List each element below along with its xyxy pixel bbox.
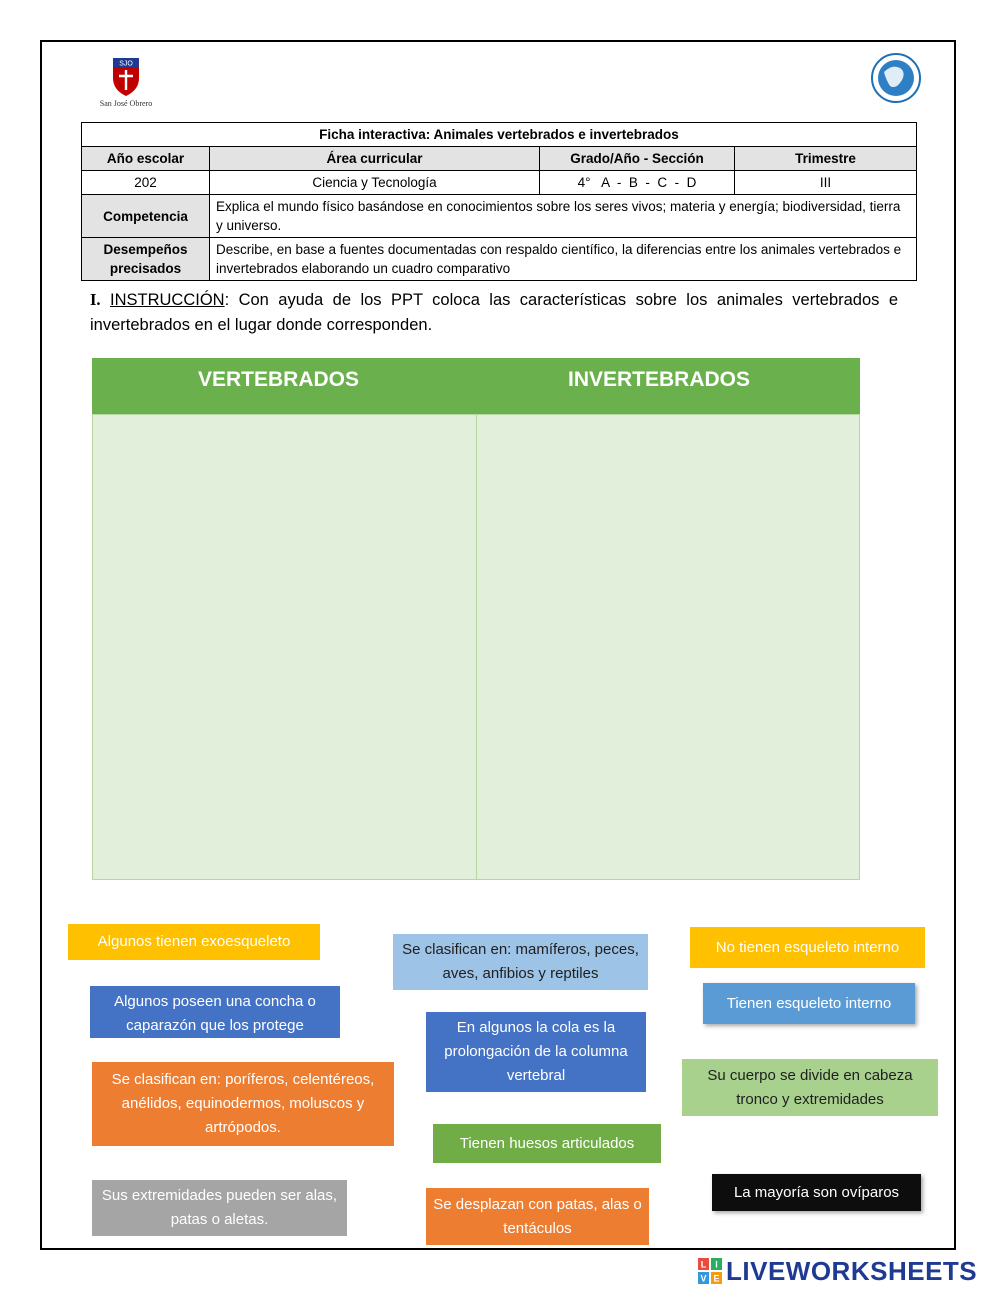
value-ano-escolar: 202 <box>82 171 210 195</box>
institution-seal <box>866 50 926 106</box>
dropzone-vertebrados[interactable] <box>92 414 477 880</box>
svg-text:I: I <box>715 1259 718 1270</box>
grid-header <box>92 358 860 414</box>
column-title-vertebrados: VERTEBRADOS <box>198 368 360 391</box>
draggable-card[interactable] <box>393 934 648 990</box>
value-trimestre: III <box>735 171 917 195</box>
school-name: San José Obrero <box>99 99 153 108</box>
card-label: Algunos tienen exoesqueleto <box>97 933 291 950</box>
card-label: La mayoría son ovíparos <box>733 1183 900 1201</box>
header-area-curricular: Área curricular <box>210 147 540 171</box>
competencia-label: Competencia <box>82 195 210 238</box>
liveworksheets-brand <box>698 1256 977 1286</box>
info-table <box>81 122 917 281</box>
header-ano-escolar: Año escolar <box>82 147 210 171</box>
svg-text:E: E <box>713 1273 720 1284</box>
column-title-invertebrados: INVERTEBRADOS <box>568 368 751 391</box>
draggable-card[interactable] <box>426 1012 646 1092</box>
header-trimestre: Trimestre <box>735 147 917 171</box>
svg-text:V: V <box>700 1273 707 1284</box>
school-shield-icon <box>95 56 157 108</box>
card-label: Se desplazan con patas, alas o tentáculos <box>433 1195 642 1237</box>
draggable-card[interactable] <box>682 1059 938 1116</box>
draggable-card[interactable] <box>703 983 915 1024</box>
card-label: Su cuerpo se divide en cabeza tronco y extremidades <box>707 1066 913 1108</box>
draggable-card[interactable] <box>68 924 320 960</box>
desempenos-text: Describe, en base a fuentes documentadas con respaldo científico, la diferencias entre los animales vertebrados e invertebrados elaborando un cuadro comparativo <box>210 238 917 281</box>
instruction-label: INSTRUCCIÓN <box>109 291 225 309</box>
school-logo <box>95 56 157 108</box>
value-grado-seccion: 4° A - B - C - D <box>540 171 735 195</box>
svg-text:L: L <box>700 1259 707 1270</box>
card-label: Algunos poseen una concha o caparazón que los protege <box>114 993 316 1034</box>
classification-grid <box>92 358 860 880</box>
card-label: Se clasifican en: poríferos, celentéreos, anélidos, equinodermos, moluscos y artrópodos. <box>111 1071 375 1136</box>
globe-seal-icon <box>866 50 926 106</box>
card-label: Tienen esqueleto interno <box>726 994 892 1012</box>
liveworksheets-logo-icon <box>698 1258 722 1284</box>
dropzone-invertebrados[interactable] <box>476 414 860 880</box>
header-grado-seccion: Grado/Año - Sección <box>540 147 735 171</box>
draggable-card[interactable] <box>712 1174 921 1211</box>
instruction-number: I. <box>90 290 101 309</box>
instruction-text: : Con ayuda de los PPT coloca las características sobre los animales vertebrados e invertebrados en el lugar donde corresponden. <box>90 291 899 334</box>
draggable-card[interactable] <box>92 1062 394 1146</box>
desempenos-label: Desempeños precisados <box>82 238 210 281</box>
competencia-text: Explica el mundo físico basándose en conocimientos sobre los seres vivos; materia y energía; biodiversidad, tierra y universo. <box>210 195 917 238</box>
draggable-card[interactable] <box>433 1124 661 1163</box>
instruction <box>90 287 898 338</box>
draggable-card[interactable] <box>426 1188 649 1245</box>
draggable-card[interactable] <box>92 1180 347 1236</box>
worksheet-title: Ficha interactiva: Animales vertebrados e invertebrados <box>82 123 917 147</box>
card-label: Tienen huesos articulados <box>459 1134 635 1152</box>
logo-badge-text: SJO <box>119 60 133 68</box>
card-label: Sus extremidades pueden ser alas, patas o aletas. <box>101 1187 338 1228</box>
card-label: No tienen esqueleto interno <box>715 938 900 956</box>
draggable-card[interactable] <box>690 927 925 968</box>
card-label: Se clasifican en: mamíferos, peces, aves, anfibios y reptiles <box>402 941 639 982</box>
draggable-card[interactable] <box>90 986 340 1038</box>
brand-name: LIVEWORKSHEETS <box>726 1255 978 1286</box>
card-label: En algunos la cola es la prolongación de la columna vertebral <box>444 1019 628 1084</box>
value-area-curricular: Ciencia y Tecnología <box>210 171 540 195</box>
